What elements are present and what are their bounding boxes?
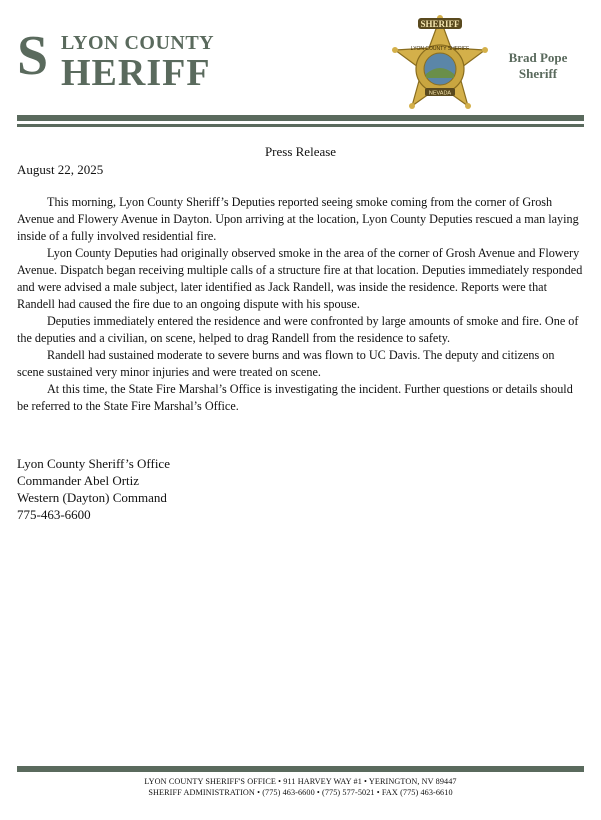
badge-top-text: SHERIFF bbox=[420, 19, 460, 29]
footer-address: LYON COUNTY SHERIFF'S OFFICE • 911 HARVEY WAY #1 • YERINGTON, NV 89447 bbox=[144, 777, 457, 786]
release-date: August 22, 2025 bbox=[17, 162, 104, 177]
logo-sheriff: HERIFF bbox=[61, 52, 211, 94]
header-rule-bottom bbox=[17, 124, 584, 127]
signature-command: Western (Dayton) Command bbox=[17, 490, 167, 505]
footer-rule bbox=[17, 766, 584, 772]
paragraph: At this time, the State Fire Marshal’s Office is investigating the incident. Further questions or details should be referred to the State Fire Marshal’s Office. bbox=[17, 382, 573, 413]
footer-contact: SHERIFF ADMINISTRATION • (775) 463-6600 • (775) 577-5021 • FAX (775) 463-6610 bbox=[148, 788, 453, 797]
paragraph: Deputies immediately entered the residence and were confronted by large amounts of smoke and fire. One of the deputies and a civilian, on scene, helped to drag Randell from the residence to safety. bbox=[17, 314, 579, 345]
paragraph: Randell had sustained moderate to severe burns and was flown to UC Davis. The deputy and citizens on scene sustained very minor injuries and were treated on scene. bbox=[17, 348, 555, 379]
header-rule-top bbox=[17, 115, 584, 121]
signature-name: Commander Abel Ortiz bbox=[17, 473, 140, 488]
sheriff-logo bbox=[17, 25, 217, 94]
sheriff-name-block bbox=[503, 50, 573, 82]
badge-bottom-text: NEVADA bbox=[428, 90, 452, 97]
signature-block bbox=[17, 455, 170, 523]
paragraph: Lyon County Deputies had originally observed smoke in the area of the corner of Grosh Avenue and Flowery Avenue. Dispatch began receiving multiple calls of a structure fire at that location. Deputies immediately responded and were advised a male subject, later identified as Jack Randell, was inside the residence. Reports were that Randell had caused the fire due to an ongoing dispute with his spouse. bbox=[17, 246, 583, 311]
logo-initial: S bbox=[17, 25, 49, 87]
logo-county: LYON COUNTY bbox=[61, 32, 215, 54]
page-title: Press Release bbox=[264, 144, 337, 159]
sheriff-name: Brad Pope bbox=[508, 50, 568, 65]
sheriff-badge-icon bbox=[385, 14, 495, 114]
release-body bbox=[17, 194, 583, 415]
badge-ring-text: LYON COUNTY SHERIFF bbox=[410, 46, 470, 52]
paragraph: This morning, Lyon County Sheriff’s Deputies reported seeing smoke coming from the corner of Grosh Avenue and Flowery Avenue in Dayton. Upon arriving at the location, Lyon County Deputies rescued a man laying inside of a fully involved residential fire. bbox=[17, 195, 579, 243]
signature-phone: 775-463-6600 bbox=[17, 507, 91, 522]
sheriff-title: Sheriff bbox=[518, 66, 558, 81]
footer bbox=[0, 776, 601, 798]
signature-office: Lyon County Sheriff’s Office bbox=[17, 456, 170, 471]
